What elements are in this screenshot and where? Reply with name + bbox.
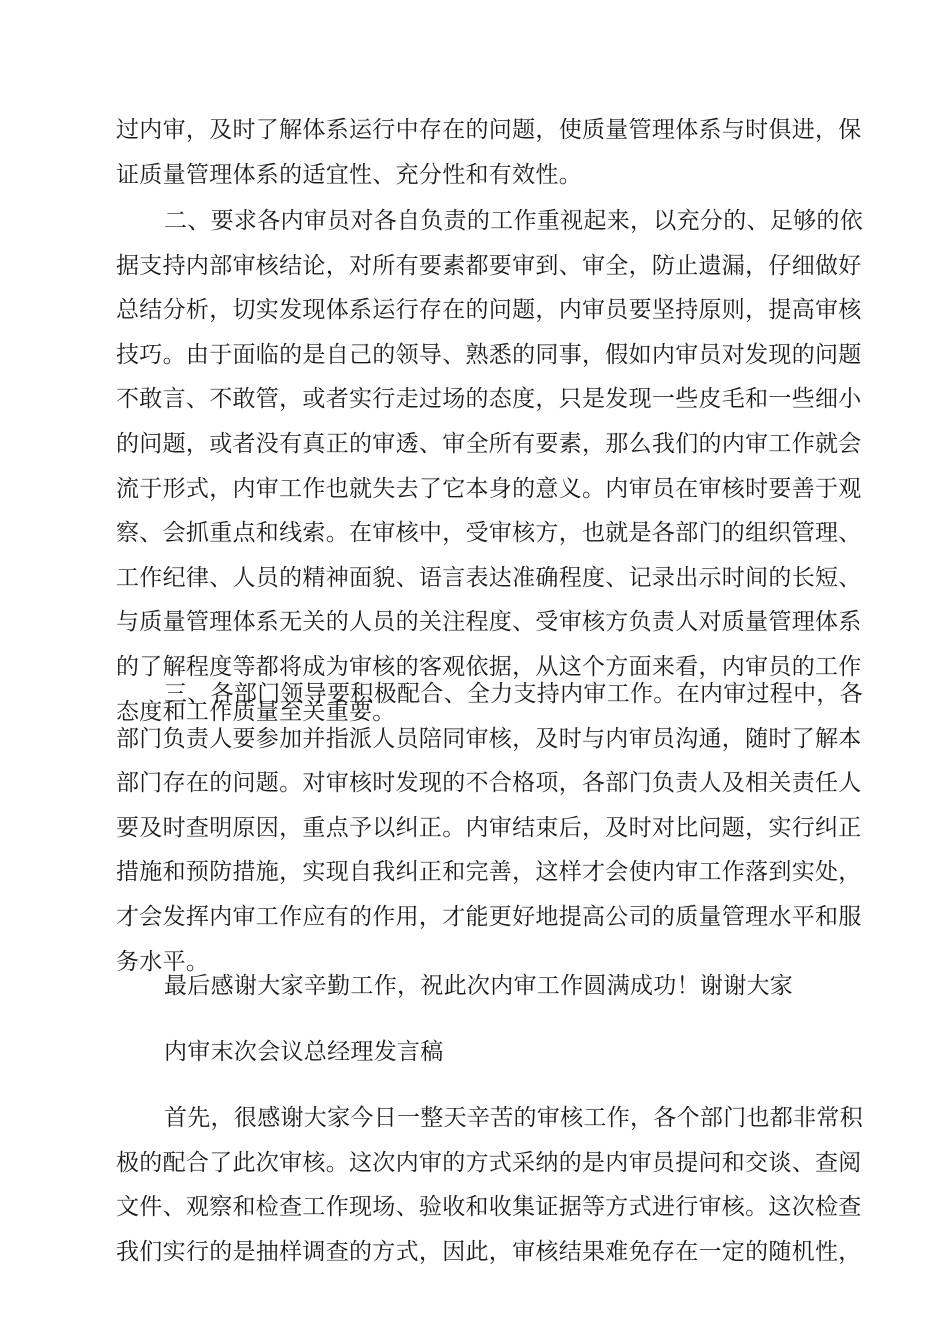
text-line: 总结分析，切实发现体系运行存在的问题，内审员要坚持原则，提高审核 xyxy=(116,297,862,324)
text-line: 不敢言、不敢管，或者实行走过场的态度，只是发现一些皮毛和一些细小 xyxy=(116,386,862,413)
text-line: 态度和工作质量至关重要。 xyxy=(116,698,396,725)
text-line: 极的配合了此次审核。这次内审的方式采纳的是内审员提问和交谈、查阅 xyxy=(116,1149,862,1176)
text-line: 证质量管理体系的适宜性、充分性和有效性。 xyxy=(116,161,582,188)
text-line: 的问题，或者没有真正的审透、审全所有要素，那么我们的内审工作就会 xyxy=(116,430,862,457)
text-line: 首先，很感谢大家今日一整天辛苦的审核工作，各个部门也都非常积 xyxy=(164,1105,863,1131)
text-line: 才会发挥内审工作应有的作用，才能更好地提高公司的质量管理水平和服 xyxy=(116,903,862,930)
text-line: 流于形式，内审工作也就失去了它本身的意义。内审员在审核时要善于观 xyxy=(116,475,862,502)
text-line: 的了解程度等都将成为审核的客观依据，从这个方面来看，内审员的工作 xyxy=(116,653,862,680)
text-line: 部门负责人要参加并指派人员陪同审核，及时与内审员沟通，随时了解本 xyxy=(116,725,862,752)
paragraph-intro-continuation xyxy=(116,108,862,197)
text-line: 工作纪律、人员的精神面貌、语言表达准确程度、记录出示时间的长短、 xyxy=(116,564,862,591)
text-line: 要及时查明原因，重点予以纠正。内审结束后，及时对比问题，实行纠正 xyxy=(116,814,862,841)
paragraph-speech-opening xyxy=(116,1096,863,1274)
text-line: 内审末次会议总经理发言稿 xyxy=(164,1039,444,1065)
text-line: 过内审，及时了解体系运行中存在的问题，使质量管理体系与时俱进，保 xyxy=(116,117,862,143)
text-line: 部门存在的问题。对审核时发现的不合格项，各部门负责人及相关责任人 xyxy=(116,770,862,797)
text-line: 与质量管理体系无关的人员的关注程度、受审核方负责人对质量管理体系 xyxy=(116,609,862,636)
text-line: 三、各部门领导要积极配合、全力支持内审工作。在内审过程中，各 xyxy=(164,681,863,707)
text-line: 察、会抓重点和线索。在审核中，受审核方，也就是各部门的组织管理、 xyxy=(116,520,862,547)
text-line: 文件、观察和检查工作现场、验收和收集证据等方式进行审核。这次检查 xyxy=(116,1194,862,1221)
paragraph-point-two xyxy=(116,199,863,734)
text-line: 务水平。 xyxy=(116,948,210,975)
text-line: 我们实行的是抽样调查的方式，因此，审核结果难免存在一定的随机性， xyxy=(116,1238,862,1265)
paragraph-point-three xyxy=(116,672,863,984)
text-line: 措施和预防措施，实现自我纠正和完善，这样才会使内审工作落到实处， xyxy=(116,859,862,886)
text-line: 最后感谢大家辛勤工作，祝此次内审工作圆满成功！谢谢大家 xyxy=(164,973,794,999)
paragraph-closing-thanks xyxy=(116,964,831,1009)
text-line: 技巧。由于面临的是自己的领导、熟悉的同事，假如内审员对发现的问题 xyxy=(116,341,862,368)
section-heading xyxy=(116,1030,831,1075)
text-line: 二、要求各内审员对各自负责的工作重视起来，以充分的、足够的依 xyxy=(164,208,863,234)
text-line: 据支持内部审核结论，对所有要素都要审到、审全，防止遗漏，仔细做好 xyxy=(116,252,862,279)
